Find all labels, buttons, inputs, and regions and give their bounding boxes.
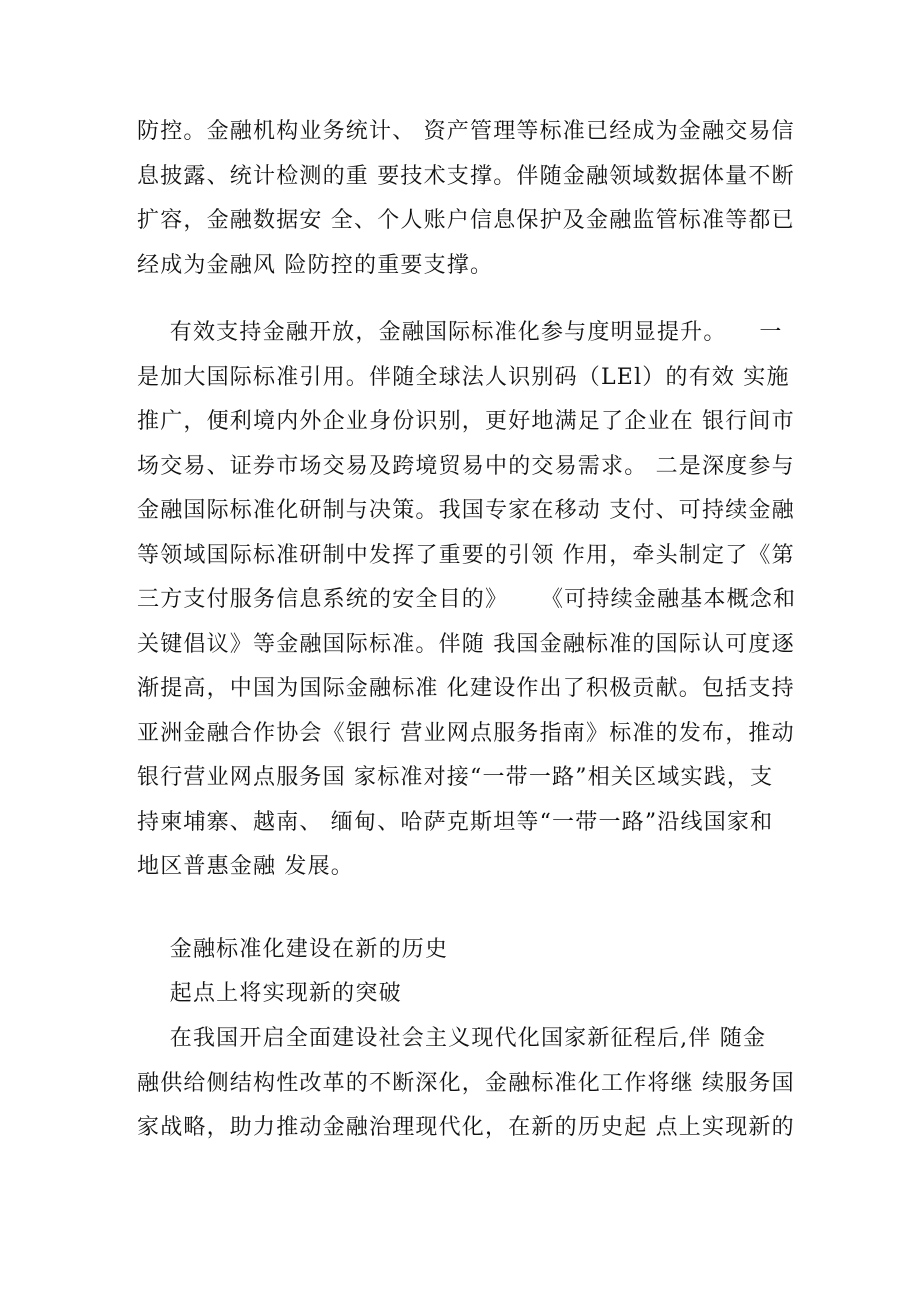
text-line: 地区普惠金融 发展。 <box>137 854 354 879</box>
section-heading <box>137 928 797 973</box>
text-line: 等领域国际标准研制中发挥了重要的引领 作用，牵头制定了《第 <box>137 542 795 568</box>
paragraph-financial-opening <box>137 311 797 890</box>
text-line: 持柬埔寨、越南、 缅甸、哈萨克斯坦等“一带一路”沿线国家和 <box>137 809 774 835</box>
text-line: 扩容，金融数据安 全、个人账户信息保护及金融监管标准等都已 <box>137 208 795 233</box>
text-line: 金融国际标准化研制与决策。我国专家在移动 支付、可持续金融 <box>137 498 795 523</box>
paragraph-new-journey <box>137 1017 797 1151</box>
text-line: 场交易、证券市场交易及跨境贸易中的交易需求。 二是深度参与 <box>137 453 795 479</box>
text-line: 亚洲金融合作协会《银行 营业网点服务指南》标准的发布，推动 <box>137 720 795 746</box>
text-line: 关键倡议》等金融国际标准。伴随 我国金融标准的国际认可度逐 <box>137 631 795 657</box>
text-line: 是加大国际标准引用。伴随全球法人识别码（LEl）的有效 实施 <box>137 364 790 390</box>
text-line: 有效支持金融开放，金融国际标准化参与度明显提升。 一 <box>137 320 783 345</box>
text-line: 家战略，助力推动金融治理现代化，在新的历史起 点上实现新的 <box>137 1115 795 1140</box>
text-line: 三方支付服务信息系统的安全目的》 《可持续金融基本概念和 <box>137 587 797 612</box>
text-line: 融供给侧结构性改革的不断深化，金融标准化工作将继 续服务国 <box>137 1070 795 1096</box>
text-line: 推广，便利境内外企业身份识别，更好地满足了企业在 银行间市 <box>137 409 795 434</box>
heading-line: 起点上将实现新的突破 <box>137 981 402 1006</box>
text-line: 息披露、统计检测的重 要技术支撑。伴随金融领域数据体量不断 <box>137 163 795 189</box>
text-line: 在我国开启全面建设社会主义现代化国家新征程后,伴 随金 <box>137 1026 767 1051</box>
heading-line: 金融标准化建设在新的历史 <box>137 937 449 962</box>
paragraph-risk-control <box>137 110 797 288</box>
text-line: 经成为金融风 险防控的重要支撑。 <box>137 252 494 278</box>
section-heading-continued <box>137 972 797 1017</box>
text-line: 银行营业网点服务国 家标准对接“一带一路”相关区域实践，支 <box>137 765 774 790</box>
text-line: 渐提高，中国为国际金融标准 化建设作出了积极贡献。包括支持 <box>137 676 795 701</box>
text-line: 防控。金融机构业务统计、 资产管理等标准已经成为金融交易信 <box>137 119 795 144</box>
